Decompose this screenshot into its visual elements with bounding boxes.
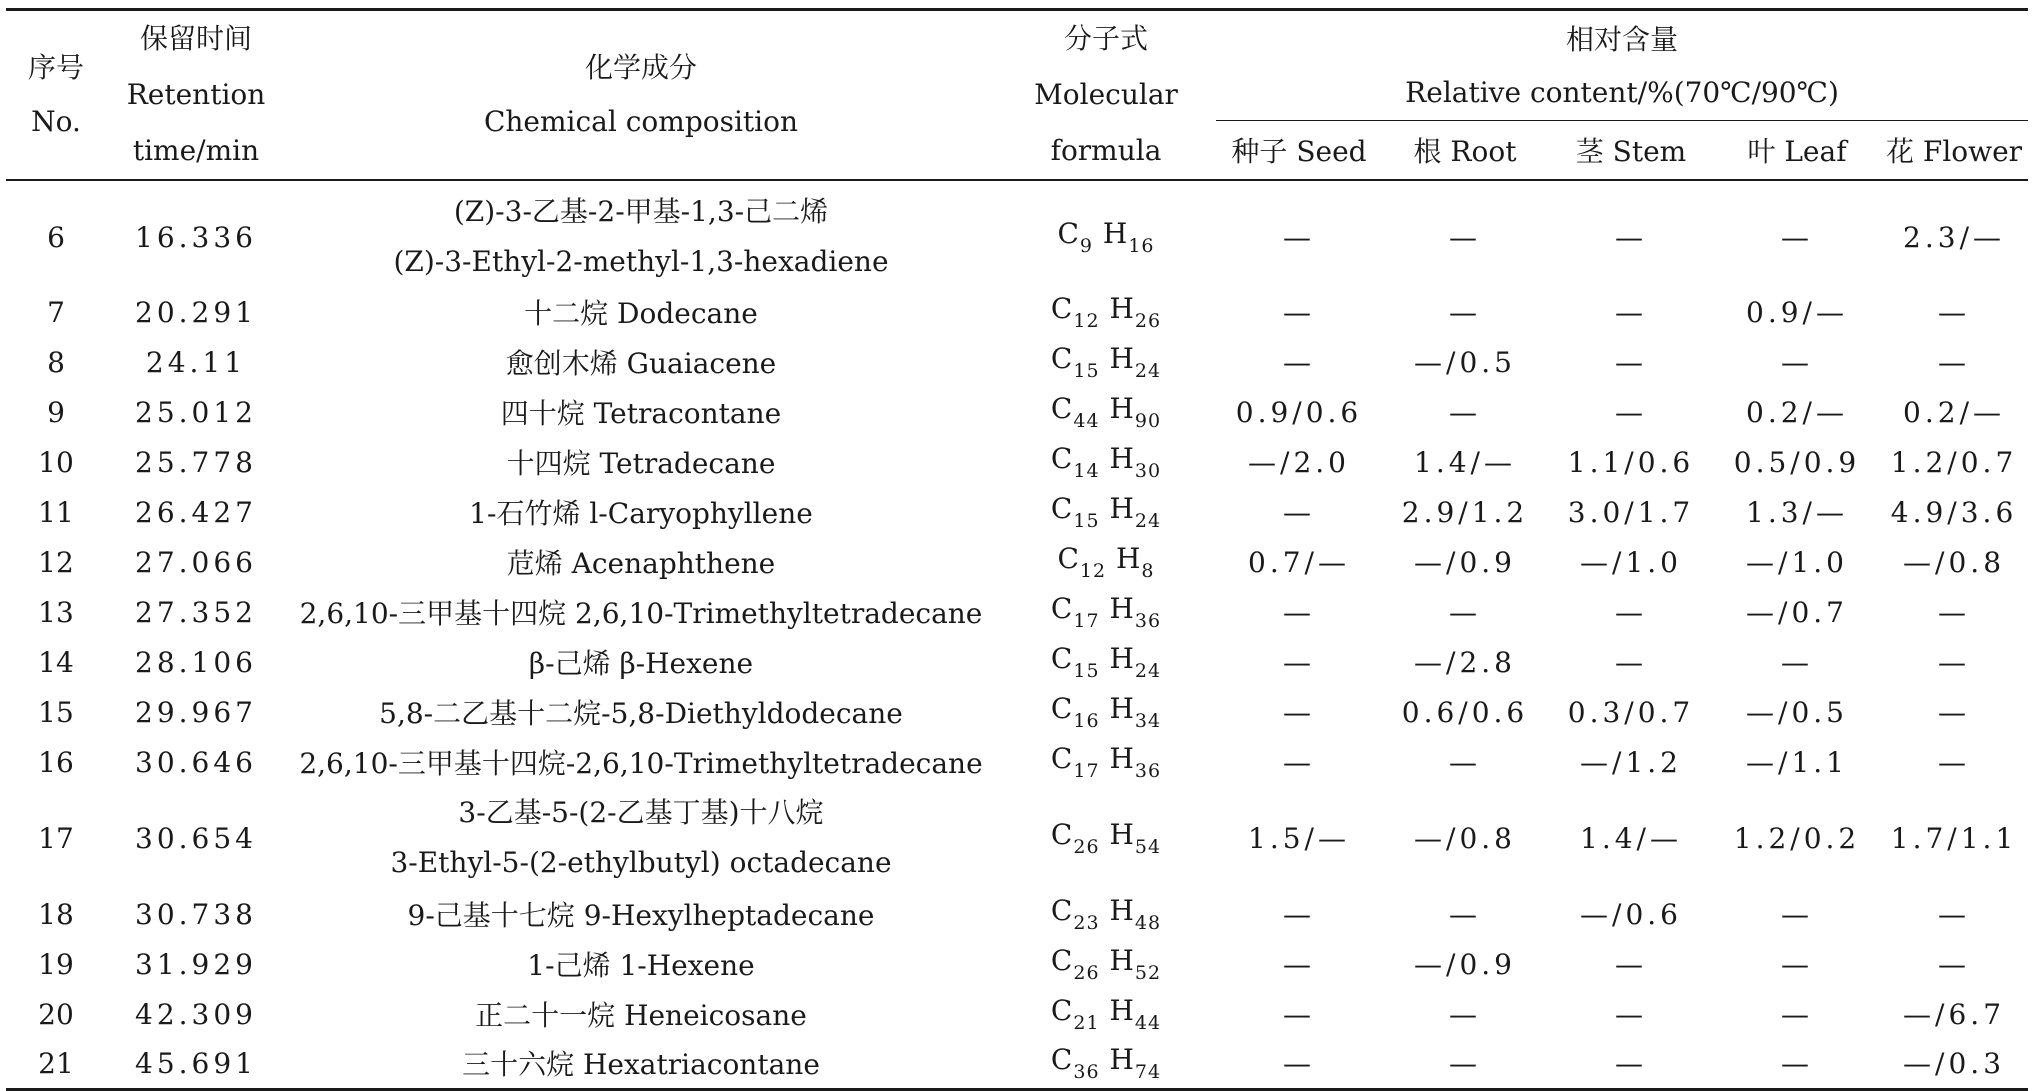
cell-rt: 20.291 [135,295,257,329]
cell-rt: 25.778 [135,445,257,479]
cell-name-zh: (Z)-3-乙基-2-甲基-1,3-己二烯 [453,195,829,228]
formula-h: H [1109,894,1135,927]
header-rt-en2: time/min [132,134,260,167]
header-rt-en1: Retention [126,78,266,111]
formula-c: C [1050,944,1074,977]
cell-root: —/0.9 [1414,545,1516,579]
cell-root: — [1382,1039,1548,1089]
cell-flower: — [1938,645,1971,679]
formula-c: C [1050,592,1074,625]
cell-name: 十二烷 Dodecane [524,297,758,330]
cell-root: — [1449,220,1481,254]
formula-h: H [1109,944,1135,977]
header-mf-en2: formula [1050,134,1162,167]
cell-flower: — [1938,897,1971,931]
cell-name-zh: 3-乙基-5-(2-乙基丁基)十八烷 [458,796,824,829]
formula-h: H [1109,392,1135,425]
cell-root: —/0.9 [1414,947,1516,981]
table-body [6,180,2028,1089]
header-root: 根 Root [1382,121,1548,180]
cell-formula [996,180,1216,287]
table-row [6,1039,2028,1089]
cell-formula [996,687,1216,737]
formula-c: C [1050,292,1074,325]
cell-no: 12 [38,545,74,579]
formula-c-count: 44 [1073,410,1100,432]
cell-stem: — [1548,1039,1714,1089]
cell-formula [996,537,1216,587]
cell-root: —/0.8 [1414,821,1516,855]
cell-stem: 0.3/0.7 [1567,695,1695,729]
formula-c: C [1050,1043,1074,1077]
cell-root: — [1449,897,1481,931]
cell-seed: — [1216,1039,1382,1089]
formula-c-count: 14 [1073,460,1100,482]
formula-h-count: 44 [1134,1012,1162,1034]
cell-flower: 1.7/1.1 [1890,821,2018,855]
cell-leaf: 0.2/— [1746,395,1848,429]
cell-leaf: 0.5/0.9 [1733,445,1861,479]
cell-rt: 29.967 [135,695,257,729]
formula-h-count: 30 [1134,460,1162,482]
formula-c-count: 12 [1079,560,1107,582]
cell-rt: 27.066 [135,545,257,579]
cell-leaf: —/0.5 [1746,695,1848,729]
cell-leaf: — [1781,997,1813,1031]
header-seed: 种子 Seed [1216,121,1382,180]
cell-leaf: — [1714,1039,1880,1089]
cell-leaf: 1.3/— [1746,495,1848,529]
cell-name: 9-己基十七烷 9-Hexylheptadecane [407,899,875,932]
cell-root: — [1449,295,1481,329]
cell-rt: 26.427 [135,495,257,529]
formula-c: C [1050,742,1074,775]
cell-name [286,180,996,287]
cell-flower: —/0.3 [1880,1039,2028,1089]
cell-no: 13 [38,595,74,629]
formula-h: H [1109,592,1135,625]
cell-root: 2.9/1.2 [1401,495,1529,529]
cell-leaf: — [1781,947,1813,981]
cell-no: 16 [38,745,74,779]
cell-name: 2,6,10-三甲基十四烷 2,6,10-Trimethyltetradecane [299,597,983,630]
cell-name-en: (Z)-3-Ethyl-2-methyl-1,3-hexadiene [393,245,889,278]
cell-stem: 1.4/— [1580,821,1682,855]
cell-stem: — [1615,220,1647,254]
cell-flower: — [1938,345,1971,379]
table-row [6,939,2028,989]
cell-stem: —/1.0 [1580,545,1682,579]
cell-formula [996,287,1216,337]
cell-name: 正二十一烷 Heneicosane [475,999,807,1032]
formula-h: H [1109,292,1135,325]
cell-no: 7 [47,295,65,329]
cell-name: 1-石竹烯 l-Caryophyllene [469,497,813,530]
cell-rt: 42.309 [135,997,257,1031]
cell-formula [996,889,1216,939]
cell-flower: — [1938,745,1971,779]
formula-h: H [1109,994,1135,1027]
cell-seed: 0.9/0.6 [1235,395,1363,429]
cell-stem: — [1615,345,1647,379]
cell-name: 十四烷 Tetradecane [506,447,776,480]
cell-name: 5,8-二乙基十二烷-5,8-Diethyldodecane [379,697,903,730]
cell-flower: — [1938,695,1971,729]
cell-no: 8 [47,345,65,379]
cell-root: — [1449,595,1481,629]
cell-seed: — [1283,595,1315,629]
cell-rt: 24.11 [145,345,247,379]
cell-flower: 4.9/3.6 [1890,495,2018,529]
cell-root: — [1449,395,1481,429]
formula-h-count: 74 [1134,1061,1162,1084]
header-no-en: No. [31,105,81,138]
formula-c-count: 12 [1073,310,1100,332]
cell-name: 愈创木烯 Guaiacene [505,347,777,380]
cell-stem: —/1.2 [1580,745,1682,779]
cell-stem: — [1615,645,1647,679]
cell-no: 17 [38,821,74,855]
table-row [6,989,2028,1039]
cell-no: 20 [38,997,74,1031]
cell-formula [996,587,1216,637]
formula-c-count: 9 [1079,235,1093,257]
header-stem: 茎 Stem [1548,121,1714,180]
cell-name-en: 3-Ethyl-5-(2-ethylbutyl) octadecane [390,846,892,879]
cell-root: —/0.5 [1414,345,1516,379]
table-row [6,787,2028,889]
formula-h-count: 26 [1134,310,1162,332]
formula-c: C [1050,692,1074,725]
cell-leaf: —/1.1 [1746,745,1848,779]
cell-flower: — [1938,947,1971,981]
cell-leaf: 0.9/— [1746,295,1848,329]
cell-root: — [1449,745,1481,779]
table-row [6,337,2028,387]
formula-h: H [1109,1043,1135,1077]
cell-no: 19 [38,947,74,981]
header-relative-zh: 相对含量 [1216,10,2028,65]
cell-formula [996,737,1216,787]
header-chem-zh: 化学成分 [584,51,697,84]
cell-seed: — [1283,897,1315,931]
formula-h: H [1109,342,1135,375]
cell-flower: —/0.8 [1903,545,2006,579]
cell-name: 2,6,10-三甲基十四烷-2,6,10-Trimethyltetradecane [299,747,983,780]
cell-no: 18 [38,897,74,931]
formula-h-count: 54 [1134,836,1162,858]
cell-flower: — [1938,295,1971,329]
cell-formula [996,787,1216,889]
cell-root: —/2.8 [1414,645,1516,679]
cell-seed: — [1283,645,1315,679]
cell-no: 9 [47,395,65,429]
formula-h-count: 24 [1134,510,1162,532]
cell-leaf: —/0.7 [1746,595,1848,629]
formula-h-count: 8 [1141,560,1155,582]
cell-formula [996,437,1216,487]
cell-name [286,787,996,889]
cell-seed: — [1283,295,1315,329]
formula-c: C [1050,642,1074,675]
formula-h-count: 48 [1134,912,1162,934]
formula-h: H [1109,692,1135,725]
formula-c-count: 21 [1073,1012,1100,1034]
formula-c-count: 15 [1073,360,1100,382]
cell-rt: 16.336 [135,220,257,254]
cell-name: 三十六烷 Hexatriacontane [286,1039,996,1089]
formula-h: H [1109,492,1135,525]
formula-c: C [1050,994,1074,1027]
cell-formula [996,487,1216,537]
cell-stem: — [1615,997,1647,1031]
formula-h-count: 36 [1134,610,1162,632]
table-row [6,387,2028,437]
header-mf-zh: 分子式 [1063,22,1148,55]
cell-formula [996,387,1216,437]
cell-name: β-己烯 β-Hexene [528,647,754,680]
header-relative-en: Relative content/%(70℃/90℃) [1216,64,2028,120]
formula-h-count: 36 [1134,760,1162,782]
formula-h: H [1109,818,1135,851]
formula-c: C [1050,894,1074,927]
header-leaf: 叶 Leaf [1714,121,1880,180]
formula-h-count: 90 [1134,410,1162,432]
cell-rt: 31.929 [135,947,257,981]
compound-table [6,8,2028,1091]
cell-rt: 30.646 [135,745,257,779]
cell-stem: — [1615,595,1647,629]
header-formula [996,10,1216,181]
formula-c-count: 17 [1073,610,1100,632]
cell-leaf: — [1781,897,1813,931]
cell-root: 1.4/— [1414,445,1516,479]
header-mf-en1: Molecular [1034,78,1178,111]
header-chemical [286,10,996,181]
cell-stem: — [1615,395,1647,429]
cell-seed: — [1283,345,1315,379]
cell-stem: — [1615,947,1647,981]
table-row [6,737,2028,787]
cell-rt: 28.106 [135,645,257,679]
cell-formula [996,939,1216,989]
formula-h: H [1109,442,1135,475]
formula-c-count: 16 [1073,710,1100,732]
formula-c: C [1050,392,1074,425]
formula-c-count: 26 [1073,836,1100,858]
table-row [6,487,2028,537]
cell-seed: — [1283,947,1315,981]
formula-h: H [1109,642,1135,675]
cell-stem: — [1615,295,1647,329]
table-header [6,10,2028,181]
cell-no: 11 [38,495,74,529]
formula-c-count: 23 [1073,912,1100,934]
cell-stem: —/0.6 [1580,897,1682,931]
header-retention [106,10,286,181]
cell-formula [996,989,1216,1039]
formula-h-count: 24 [1134,660,1162,682]
cell-name: 四十烷 Tetracontane [500,397,782,430]
cell-formula [996,1039,1216,1089]
header-no [6,10,106,181]
cell-formula [996,337,1216,387]
table-row [6,889,2028,939]
cell-rt: 25.012 [135,395,257,429]
cell-name: 苊烯 Acenaphthene [506,547,776,580]
cell-seed: 1.5/— [1248,821,1350,855]
table-row [6,587,2028,637]
cell-name: 1-己烯 1-Hexene [527,949,755,982]
formula-h-count: 16 [1128,235,1155,257]
cell-flower: 0.2/— [1903,395,2006,429]
formula-c: C [1057,217,1080,250]
cell-seed: — [1283,997,1315,1031]
cell-seed: —/2.0 [1248,445,1350,479]
formula-h-count: 52 [1134,962,1162,984]
formula-h: H [1109,742,1135,775]
formula-c-count: 15 [1073,510,1100,532]
formula-c-count: 26 [1073,962,1100,984]
header-rt-zh: 保留时间 [139,22,252,55]
formula-c: C [1050,492,1074,525]
formula-h-count: 24 [1134,360,1162,382]
cell-leaf: — [1781,645,1813,679]
formula-h-count: 34 [1134,710,1162,732]
cell-rt: 30.738 [135,897,257,931]
cell-flower: 2.3/— [1903,220,2006,254]
cell-seed: 0.7/— [1248,545,1350,579]
cell-root: — [1449,997,1481,1031]
cell-leaf: — [1781,345,1813,379]
cell-rt: 27.352 [135,595,257,629]
cell-no: 21 [6,1039,106,1089]
table-row [6,437,2028,487]
cell-root: 0.6/0.6 [1401,695,1529,729]
formula-c: C [1050,818,1074,851]
cell-leaf: 1.2/0.2 [1733,821,1861,855]
formula-c-count: 17 [1073,760,1100,782]
cell-stem: 1.1/0.6 [1567,445,1695,479]
cell-leaf: — [1781,220,1813,254]
table-row [6,637,2028,687]
cell-rt: 30.654 [135,821,257,855]
cell-seed: — [1283,745,1315,779]
cell-rt: 45.691 [106,1039,286,1089]
cell-leaf: —/1.0 [1746,545,1848,579]
cell-formula [996,637,1216,687]
table-row [6,287,2028,337]
formula-c: C [1057,542,1080,575]
formula-c: C [1050,342,1074,375]
header-flower: 花 Flower [1880,121,2028,180]
cell-seed: — [1283,220,1315,254]
header-chem-en: Chemical composition [483,105,799,138]
cell-stem: 3.0/1.7 [1567,495,1695,529]
formula-h: H [1116,542,1142,575]
formula-c-count: 15 [1073,660,1100,682]
cell-flower: — [1938,595,1971,629]
cell-seed: — [1283,495,1315,529]
header-no-zh: 序号 [27,51,84,84]
cell-seed: — [1283,695,1315,729]
cell-flower: 1.2/0.7 [1890,445,2018,479]
formula-h: H [1102,217,1129,250]
table-row [6,537,2028,587]
table-row [6,687,2028,737]
cell-no: 15 [38,695,74,729]
formula-c: C [1050,442,1074,475]
cell-no: 6 [47,220,65,254]
cell-flower: —/6.7 [1903,997,2006,1031]
formula-c-count: 36 [1073,1061,1100,1084]
cell-no: 10 [38,445,74,479]
table-row [6,180,2028,287]
cell-no: 14 [38,645,74,679]
